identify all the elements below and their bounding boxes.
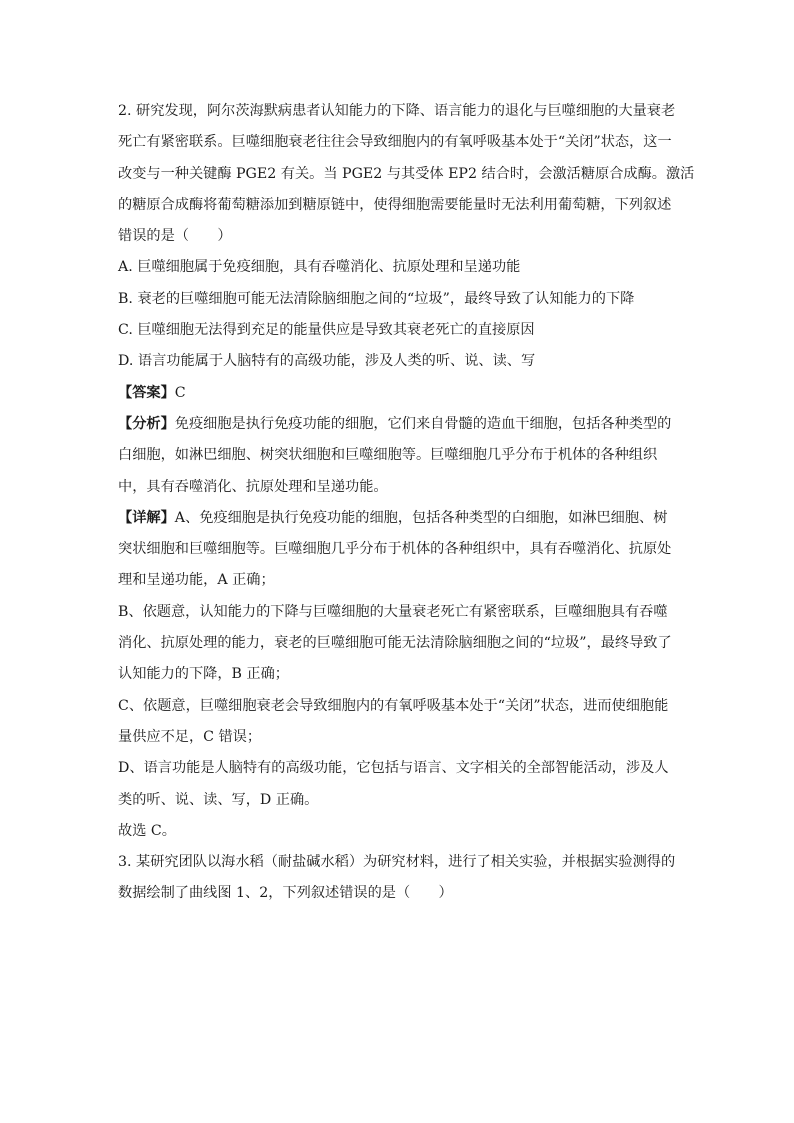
document-page [118,96,695,910]
analysis-tag: 【分析】 [118,415,175,432]
detail-line: 类的听、说、读、写，D 正确。 [118,791,319,808]
question-3-stem-line: 数据绘制了曲线图 1、2，下列叙述错误的是（ ） [118,885,453,902]
analysis-text: 免疫细胞是执行免疫功能的细胞，它们来自骨髓的造血干细胞，包括各种类型的 [174,415,672,432]
detail-line: 消化、抗原处理的能力，衰老的巨噬细胞可能无法清除脑细胞之间的“垃圾”，最终导致了 [118,635,672,652]
analysis-line: 中，具有吞噬消化、抗原处理和呈递功能。 [118,478,388,495]
detail-line: 突状细胞和巨噬细胞等。巨噬细胞几乎分布于机体的各种组织中，具有吞噬消化、抗原处 [118,541,672,558]
question-2-stem-line: 死亡有紧密联系。巨噬细胞衰老往往会导致细胞内的有氧呼吸基本处于“关闭”状态，这一 [118,134,672,151]
option-b: B. 衰老的巨噬细胞可能无法清除脑细胞之间的“垃圾”，最终导致了认知能力的下降 [118,290,635,307]
question-2-stem-line: 的糖原合成酶将葡萄糖添加到糖原链中，使得细胞需要能量时无法利用葡萄糖，下列叙述 [118,196,672,213]
detail-line [118,503,678,534]
analysis-line: 白细胞，如淋巴细胞、树突状细胞和巨噬细胞等。巨噬细胞几乎分布于机体的各种组织 [118,447,658,464]
detail-line: 理和呈递功能，A 正确； [118,572,275,589]
detail-line: 量供应不足，C 错误； [118,728,262,745]
detail-line: C、依题意，巨噬细胞衰老会导致细胞内的有氧呼吸基本处于“关闭”状态，进而使细胞能 [118,697,669,714]
detail-line: 认知能力的下降，B 正确； [118,666,289,683]
question-2-stem-line: 改变与一种关键酶 PGE2 有关。当 PGE2 与其受体 EP2 结合时，会激活糖原合成酶。激活 [118,165,695,182]
option-a: A. 巨噬细胞属于免疫细胞，具有吞噬消化、抗原处理和呈递功能 [118,259,521,276]
question-3-stem-line: 3. 某研究团队以海水稻（耐盐碱水稻）为研究材料，进行了相关实验，并根据实验测得的 [118,854,676,871]
option-d: D. 语言功能属于人脑特有的高级功能，涉及人类的听、说、读、写 [118,353,536,370]
question-2 [118,96,695,847]
answer-line [118,378,678,409]
conclusion-line: 故选 C。 [118,822,176,839]
detail-line: B、依题意，认知能力的下降与巨噬细胞的大量衰老死亡有紧密联系，巨噬细胞具有吞噬 [118,603,668,620]
detail-tag: 【详解】 [118,509,175,526]
detail-text: A、免疫细胞是执行免疫功能的细胞，包括各种类型的白细胞，如淋巴细胞、树 [174,509,668,526]
answer-value: C [174,384,186,401]
question-2-stem-line: 2. 研究发现，阿尔茨海默病患者认知能力的下降、语言能力的退化与巨噬细胞的大量衰老 [118,103,676,119]
analysis-line [118,409,678,440]
question-3 [118,847,678,910]
answer-tag: 【答案】 [118,384,175,401]
option-c: C. 巨噬细胞无法得到充足的能量供应是导致其衰老死亡的直接原因 [118,322,535,339]
detail-line: D、语言功能是人脑特有的高级功能，它包括与语言、文字相关的全部智能活动，涉及人 [118,760,669,777]
question-2-stem-line: 错误的是（ ） [118,228,232,245]
